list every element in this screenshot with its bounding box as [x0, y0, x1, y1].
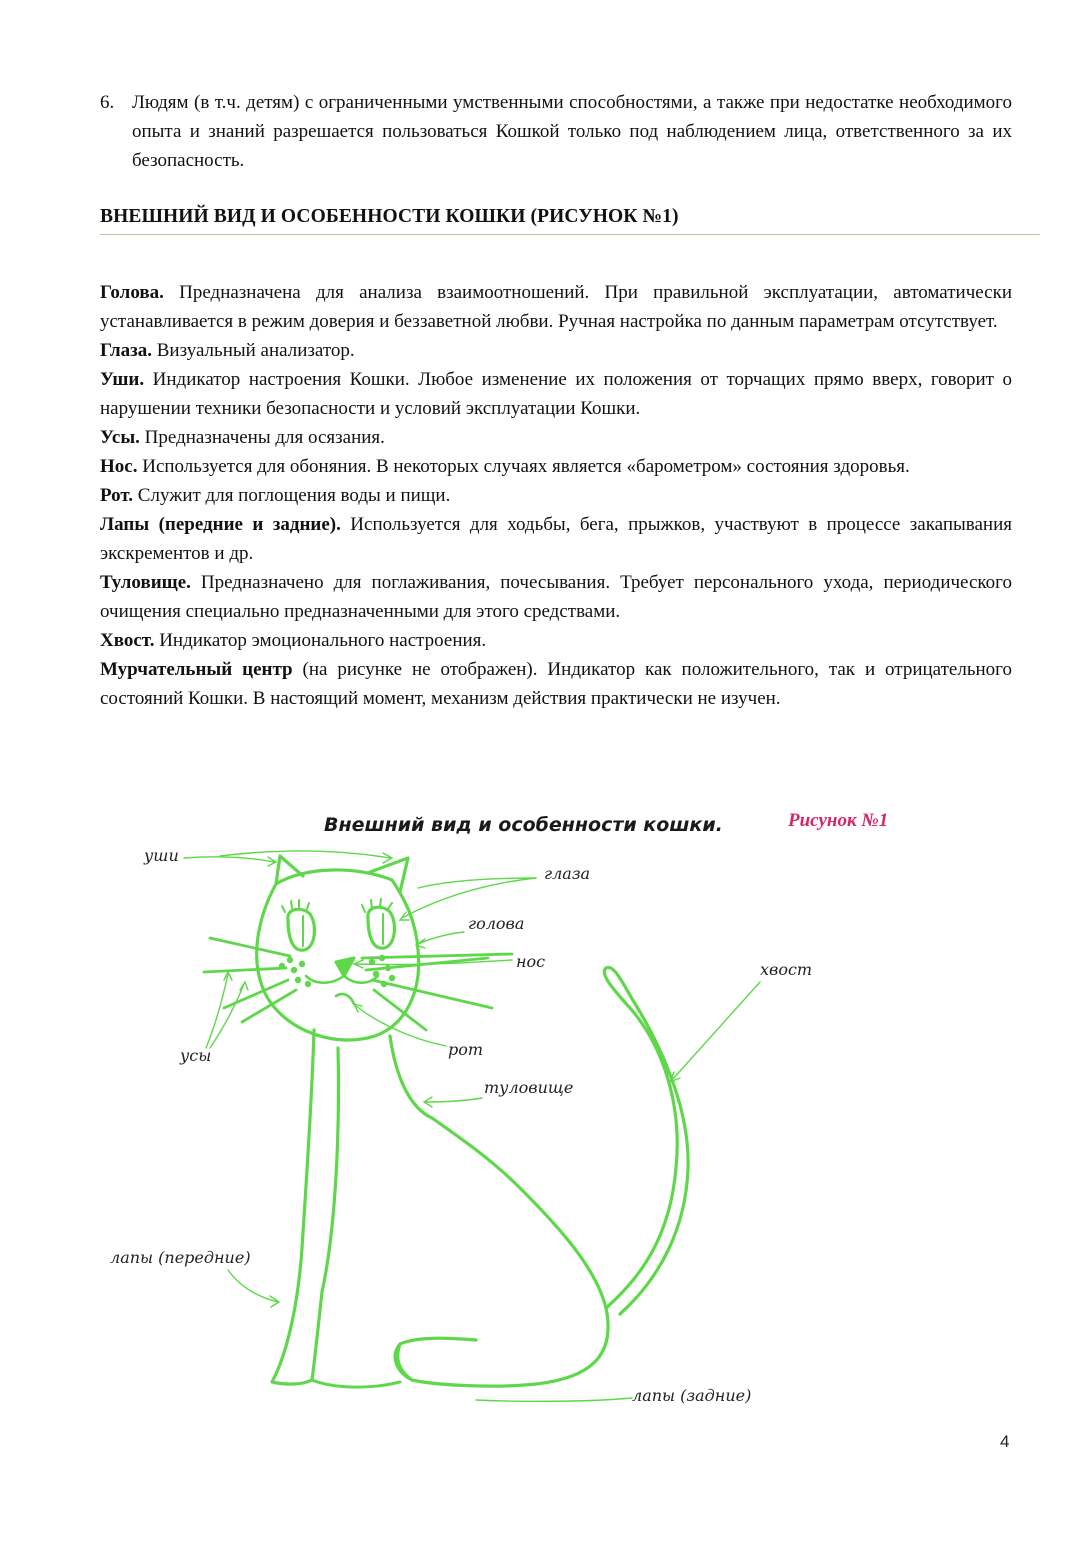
label-front-paws: лапы (передние)	[110, 1248, 251, 1267]
arrow-eyes-2	[418, 878, 536, 888]
feature-text: Индикатор настроения Кошки. Любое изменение их положения от торчащих прямо вверх, говорит о нарушении техники безопасности и условий эксплуатации Кошки.	[100, 369, 1012, 419]
label-whiskers: усы	[180, 1046, 212, 1065]
label-hind-paws: лапы (задние)	[632, 1386, 752, 1405]
arrow-hind-paws	[476, 1398, 632, 1401]
label-body: туловище	[484, 1078, 574, 1097]
cat-nose	[336, 958, 354, 976]
cat-mouth	[336, 994, 354, 1004]
cat-right-eye	[368, 907, 395, 948]
arrow-nose	[354, 960, 512, 968]
cat-drawing	[100, 808, 920, 1418]
cat-hind-leg	[395, 1308, 608, 1386]
label-nose: нос	[516, 952, 546, 971]
arrow-ears-right	[220, 851, 392, 863]
arrow-body	[424, 1097, 482, 1107]
feature-tail	[100, 626, 1012, 655]
label-eyes: глаза	[544, 864, 591, 883]
arrow-head	[416, 932, 464, 948]
arrow-whiskers-1	[206, 972, 232, 1048]
feature-nose	[100, 452, 1012, 481]
feature-term: Хвост.	[100, 630, 155, 651]
feature-body	[100, 568, 1012, 626]
feature-term: Рот.	[100, 485, 134, 506]
cat-left-whiskers	[204, 938, 296, 1022]
feature-term: Глаза.	[100, 340, 152, 361]
feature-whiskers	[100, 423, 1012, 452]
cat-front-leg	[312, 1048, 338, 1380]
cat-right-whiskers	[362, 954, 512, 1030]
label-mouth: рот	[448, 1040, 484, 1059]
label-head: голова	[468, 914, 525, 933]
features-list	[100, 278, 1012, 713]
page-number: 4	[1000, 1432, 1010, 1451]
figure-title: Внешний вид и особенности кошки.	[324, 814, 723, 836]
feature-text: Используется для обоняния. В некоторых случаях является «барометром» состояния здоровья.	[137, 456, 910, 477]
feature-text: Предназначено для поглаживания, почесывания. Требует персонального ухода, периодического очищения специально предназначенными для этого средствами.	[100, 572, 1012, 622]
feature-term: Голова.	[100, 282, 164, 303]
feature-term: Уши.	[100, 369, 145, 390]
feature-term: Лапы (передние и задние).	[100, 514, 341, 535]
arrow-ears-left	[184, 857, 276, 866]
cat-left-eye	[288, 909, 315, 950]
feature-head	[100, 278, 1012, 336]
label-ears: уши	[144, 846, 179, 865]
list-number: 6.	[100, 92, 115, 113]
cat-tail	[604, 967, 688, 1314]
cat-body-front	[272, 1030, 314, 1384]
feature-term: Мурчательный центр	[100, 659, 293, 680]
list-text: Людям (в т.ч. детям) с ограниченными умственными способностями, а также при недостатке необходимого опыта и знаний разрешается пользоваться Кошкой только под наблюдением лица, ответственного за их безопасность.	[132, 92, 1012, 171]
feature-mouth	[100, 481, 1012, 510]
arrow-tail	[670, 982, 760, 1082]
feature-text: (на рисунке не отображен). Индикатор как положительного, так и отрицательного состояний Кошки. В настоящий момент, механизм действия практически не изучен.	[100, 659, 1012, 709]
feature-text: Визуальный анализатор.	[152, 340, 355, 361]
arrow-whiskers-2	[210, 982, 248, 1048]
figure-1	[100, 808, 920, 1418]
label-tail: хвост	[760, 960, 813, 979]
feature-ears	[100, 365, 1012, 423]
cat-left-ear	[276, 856, 303, 884]
feature-purr-center	[100, 655, 1012, 713]
feature-term: Усы.	[100, 427, 140, 448]
feature-text: Используется для ходьбы, бега, прыжков, участвуют в процессе закапывания экскрементов и др.	[100, 514, 1012, 564]
feature-term: Туловище.	[100, 572, 191, 593]
section-heading: ВНЕШНИЙ ВИД И ОСОБЕННОСТИ КОШКИ (РИСУНОК №1)	[100, 206, 1040, 235]
figure-number: Рисунок №1	[788, 810, 889, 831]
feature-eyes	[100, 336, 1012, 365]
feature-text: Индикатор эмоционального настроения.	[154, 630, 487, 651]
feature-term: Нос.	[100, 456, 138, 477]
cat-back	[390, 1036, 606, 1308]
feature-text: Служит для поглощения воды и пищи.	[133, 485, 451, 506]
list-item-6	[100, 88, 1012, 175]
feature-paws	[100, 510, 1012, 568]
feature-text: Предназначены для осязания.	[139, 427, 385, 448]
feature-text: Предназначена для анализа взаимоотношений. При правильной эксплуатации, автоматически устанавливается в режим доверия и беззаветной любви. Ручная настройка по данным параметрам отсутствует.	[100, 282, 1012, 332]
arrow-front-paws	[228, 1270, 279, 1307]
